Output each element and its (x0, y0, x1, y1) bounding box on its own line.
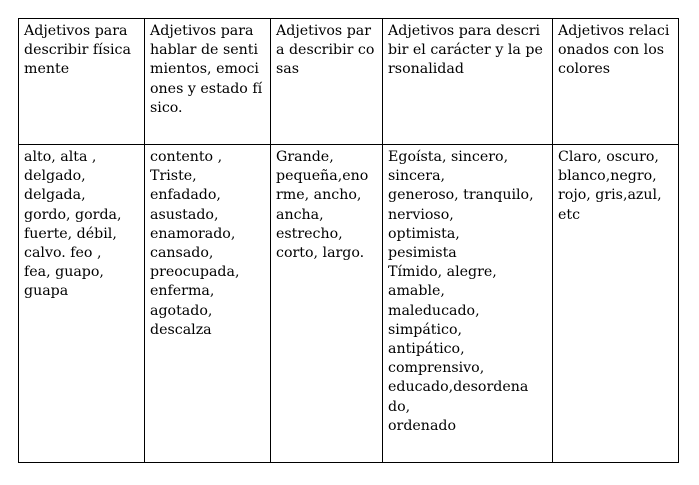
header-physical: Adjetivos para describir físicamente (19, 19, 145, 145)
adjectives-table (18, 18, 679, 463)
header-row (19, 19, 679, 145)
header-personality: Adjetivos para describir el carácter y la personalidad (383, 19, 553, 145)
cell-things: Grande, pequeña,eno rme, ancho, ancha, estrecho, corto, largo. (271, 145, 383, 463)
content-row (19, 145, 679, 463)
cell-personality: Egoísta, sincero, sincera, generoso, tranquilo, nervioso, optimista, pesimista Tímido, alegre, amable, maleducado, simpático, antipático, comprensivo, educado,desordena do, ordenado (383, 145, 553, 463)
header-things: Adjetivos para describir cosas (271, 19, 383, 145)
cell-physical: alto, alta , delgado, delgada, gordo, gorda, fuerte, débil, calvo. feo , fea, guapo, guapa (19, 145, 145, 463)
cell-colors: Claro, oscuro, blanco,negro, rojo, gris,azul, etc (553, 145, 679, 463)
header-feelings: Adjetivos para hablar de sentimientos, emociones y estado físico. (145, 19, 271, 145)
header-colors: Adjetivos relacionados con los colores (553, 19, 679, 145)
cell-feelings: contento , Triste, enfadado, asustado, enamorado, cansado, preocupada, enferma, agotado, descalza (145, 145, 271, 463)
